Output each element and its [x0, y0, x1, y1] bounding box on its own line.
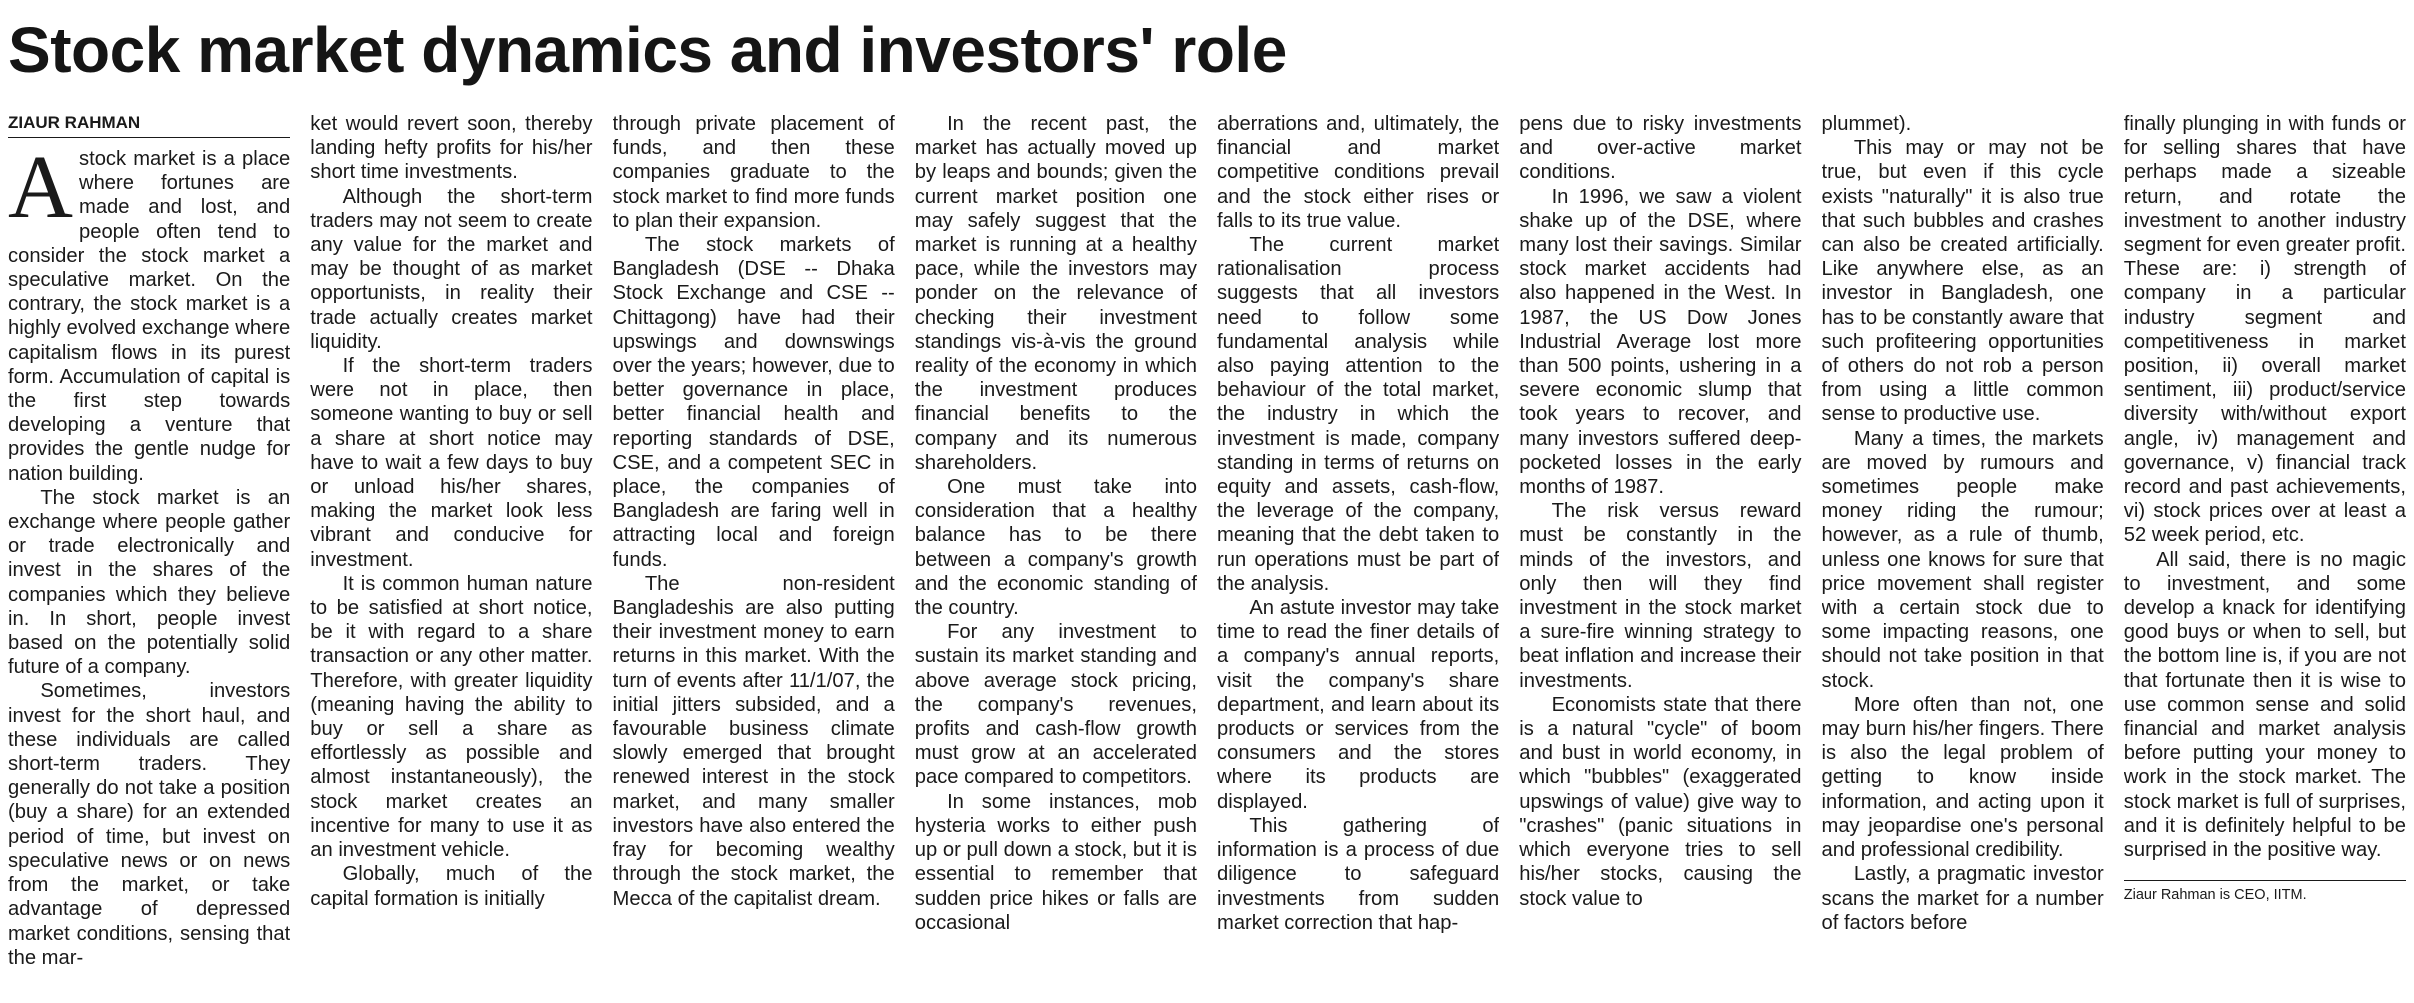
paragraph: The stock markets of Bangladesh (DSE -- Dhaka Stock Exchange and CSE -- Chittagong) have had their upswings and downswings over the years; however, due to better governance in place, better financial health and reporting standards of DSE, CSE, and a competent SEC in place, the companies of Bangladesh are faring well in attracting local and foreign funds. [612, 234, 895, 571]
column-7 [1822, 112, 2104, 996]
paragraph-text: stock market is a place where fortunes are made and lost, and people often tend to consider the stock market a speculative market. On the contrary, the stock market is a highly evolved exchange where capitalism flows in its purest form. Accumulation of capital is the first step towards developing a venture that provides the gentle nudge for nation building. [8, 148, 291, 485]
paragraph: An astute investor may take time to read the finer details of a company's annual reports, visit the company's share department, and learn about its products or services from the consumers and the stores where its products are displayed. [1217, 597, 1500, 813]
paragraph: All said, there is no magic to investment, and some develop a knack for identifying good buys or when to sell, but the bottom line is, if you are not that fortunate then it is wise to use common sense and solid financial and market analysis before putting your money to work in the stock market. The stock market is full of surprises, and it is definitely helpful to be surprised in the positive way. [2123, 548, 2406, 862]
column-8 [2124, 112, 2406, 996]
paragraph: Sometimes, investors invest for the short haul, and these individuals are called short-term traders. They generally do not take a position (buy a share) for an extended period of time, but invest on speculative news or on news from the market, or take advantage of depressed market conditions, sensing that the mar- [8, 680, 291, 969]
column-3 [613, 112, 895, 996]
byline: ZIAUR RAHMAN [8, 112, 290, 138]
column-6 [1519, 112, 1801, 996]
column-2 [310, 112, 592, 996]
paragraph: plummet). [1821, 113, 1912, 135]
paragraph: In some instances, mob hysteria works to either push up or pull down a stock, but it is essential to remember that sudden price hikes or falls are occasional [914, 790, 1197, 934]
paragraph: The stock market is an exchange where people gather or trade electronically and invest in the shares of the companies which they believe in. In short, people invest based on the potentially solid future of a company. [8, 486, 291, 679]
paragraph: finally plunging in with funds or for selling shares that have perhaps made a sizeable return, and rotate the investment to another industry segment for even greater profit. These are: i) strength of company in a particular industry segment and competitiveness in market position, ii) overall market sentiment, iii) product/service diversity with/without export angle, iv) management and governance, v) financial track record and past achievements, vi) stock prices over at least a 52 week period, etc. [2123, 113, 2406, 547]
column-5 [1217, 112, 1499, 996]
paragraph: In 1996, we saw a violent shake up of the DSE, where many lost their savings. Similar stock market accidents had also happened in the West. In 1987, the US Dow Jones Industrial Average lost more than 500 points, ushering in a severe economic slump that took years to recover, and many investors suffered deep-pocketed losses in the early months of 1987. [1519, 185, 1802, 499]
paragraph: This gathering of information is a process of due diligence to safeguard investments from sudden market correction that hap- [1217, 814, 1500, 934]
paragraph: Globally, much of the capital formation is initially [310, 863, 593, 910]
paragraph: This may or may not be true, but even if this cycle exists "naturally" it is also true that such bubbles and crashes can also be created artificially. Like anywhere else, as an investor in Bangladesh, one has to be constantly aware that such profiteering opportunities of others do not rob a person from using a little common sense to productive use. [1821, 137, 2104, 426]
paragraph: More often than not, one may burn his/her fingers. There is also the legal problem of getting to know inside information, and acting upon it may jeopardise one's personal and professional credibility. [1821, 693, 2104, 862]
paragraph: through private placement of funds, and then these companies graduate to the stock market to find more funds to plan their expansion. [612, 113, 895, 232]
paragraph: Although the short-term traders may not seem to create any value for the market and may be thought of as market opportunists, in reality their trade actually creates market liquidity. [310, 185, 593, 353]
author-footnote: Ziaur Rahman is CEO, IITM. [2123, 887, 2307, 904]
paragraph: ket would revert soon, thereby landing hefty profits for his/her short time investments. [310, 113, 593, 184]
paragraph: One must take into consideration that a healthy balance has to be there between a company's growth and the economic standing of the country. [914, 476, 1197, 620]
paragraph: aberrations and, ultimately, the financial and market competitive conditions prevail and the stock either rises or falls to its true value. [1217, 113, 1500, 232]
paragraph: Economists state that there is a natural "cycle" of boom and bust in world economy, in which "bubbles" (exaggerated upswings of value) give way to "crashes" (panic situations in which everyone tries to sell his/her stocks, causing the stock value to [1519, 693, 1802, 910]
paragraph: pens due to risky investments and over-active market conditions. [1519, 113, 1802, 184]
paragraph [8, 138, 291, 486]
column-1 [8, 112, 290, 996]
paragraph: For any investment to sustain its market standing and above average stock pricing, the company's revenues, profits and cash-flow growth must grow at an accelerated pace compared to competitors. [914, 621, 1197, 789]
paragraph: Many a times, the markets are moved by rumours and sometimes people make money riding the rumour; however, as a rule of thumb, unless one knows for sure that price movement shall register with a certain stock due to some impacting reasons, one should not take position in that stock. [1821, 427, 2104, 692]
paragraph: If the short-term traders were not in place, then someone wanting to buy or sell a share at short notice may have to wait a few days to buy or unload his/her shares, making the market look less vibrant and conducive for investment. [310, 355, 593, 571]
paragraph: The current market rationalisation process suggests that all investors need to follow some fundamental analysis while also paying attention to the behaviour of the total market, the industry in which the investment is made, company standing in terms of returns on equity and assets, cash-flow, the leverage of the company, meaning that the debt taken to run operations must be part of the analysis. [1217, 234, 1500, 595]
paragraph: Lastly, a pragmatic investor scans the market for a number of factors before [1821, 863, 2104, 934]
column-4 [915, 112, 1197, 996]
paragraph: The risk versus reward must be constantly in the minds of the investors, and only then will they find investment in the stock market a sure-fire winning strategy to beat inflation and increase their investments. [1519, 500, 1802, 692]
paragraph: It is common human nature to be satisfied at short notice, be it with regard to a share transaction or any other matter. Therefore, with greater liquidity (meaning having the ability to buy or sell a share as effortlessly as possible and almost instantaneously), the stock market creates an incentive for many to use it as an investment vehicle. [310, 572, 593, 862]
paragraph: The non-resident Bangladeshis are also putting their investment money to earn returns in this market. With the turn of events after 11/1/07, the initial jitters subsided, and a favourable business climate slowly emerged that brought renewed interest in the stock market, and many smaller investors have also entered the fray for becoming wealthy through the stock market, the Mecca of the capitalist dream. [612, 572, 895, 910]
paragraph: In the recent past, the market has actually moved up by leaps and bounds; given the current market position one may safely suggest that the market is running at a healthy pace, while the investors may ponder on the relevance of checking their investment standings vis-à-vis the ground reality of the economy in which the investment produces financial benefits to the company and its numerous shareholders. [914, 113, 1197, 474]
drop-cap: A [8, 138, 73, 237]
article-body [8, 112, 2406, 996]
headline: Stock market dynamics and investors' role [8, 14, 1287, 86]
